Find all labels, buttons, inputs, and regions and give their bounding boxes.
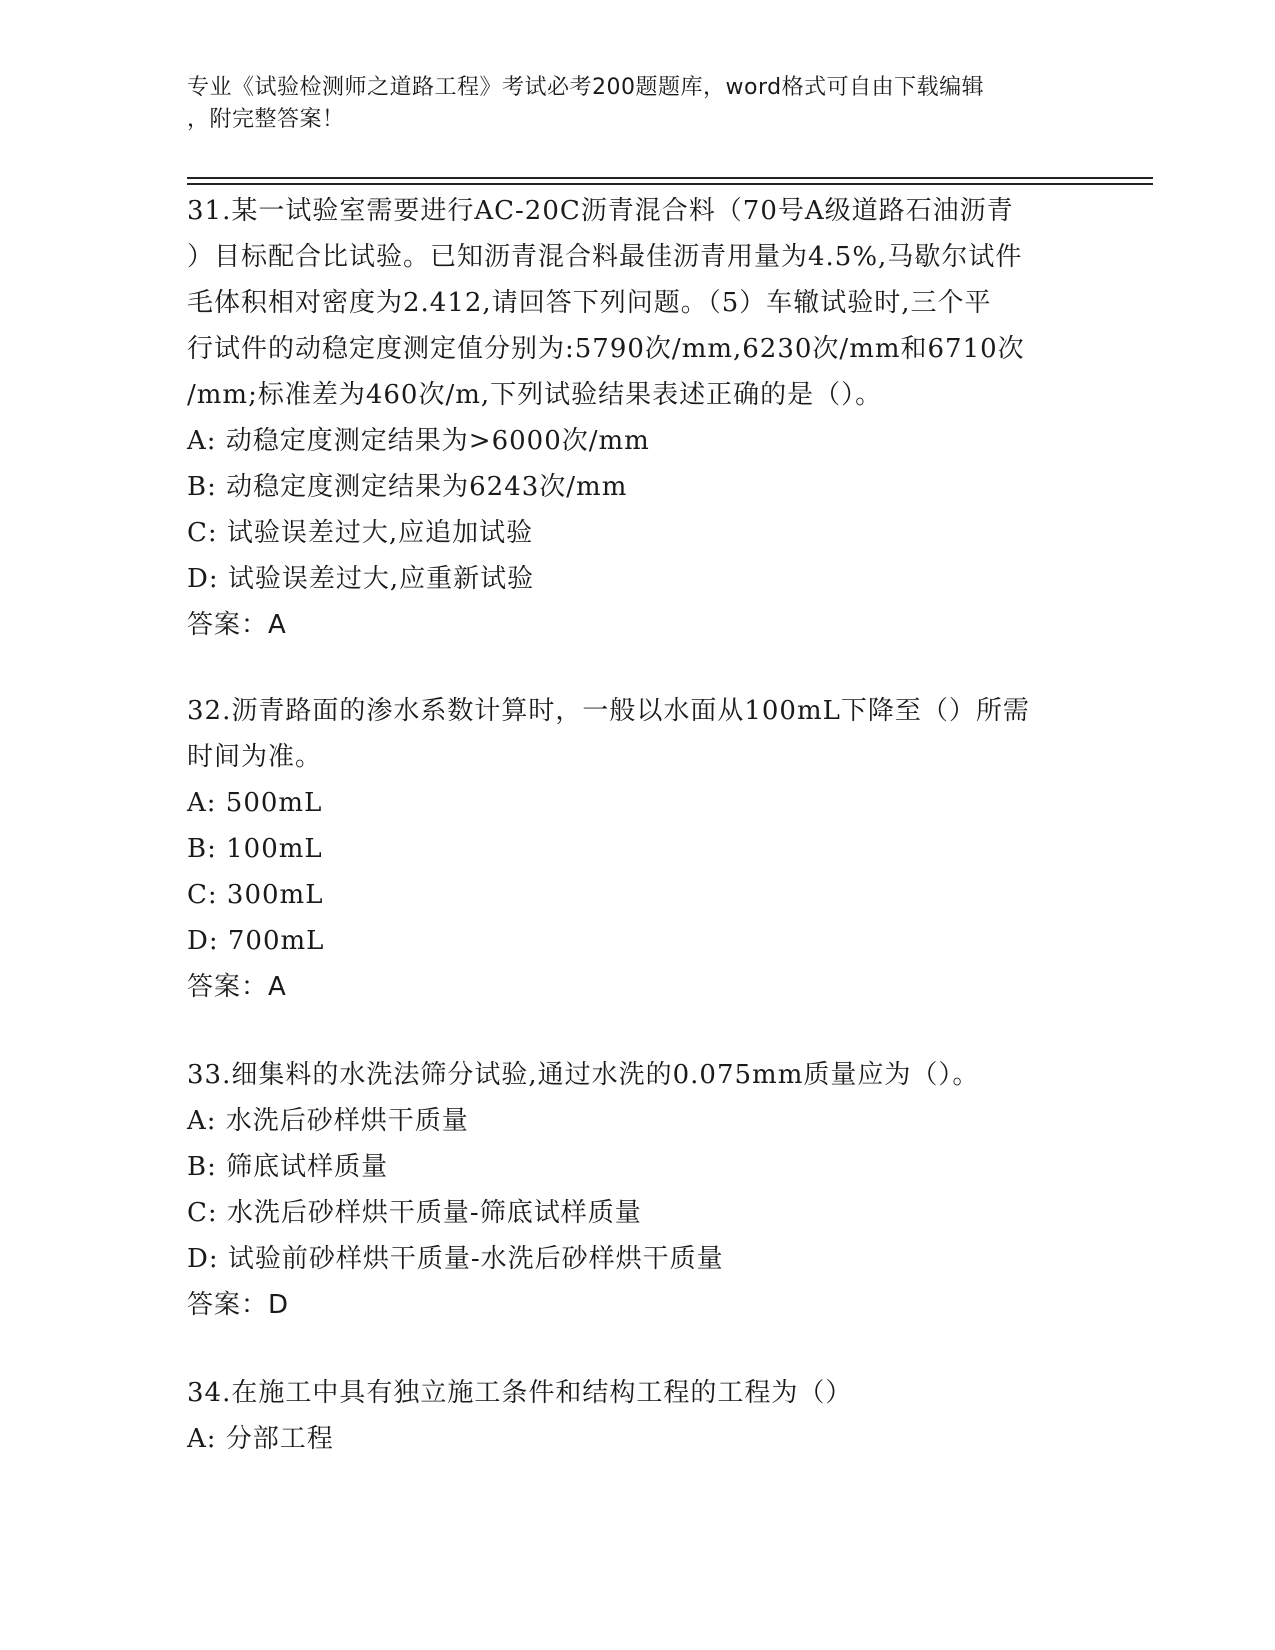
option-c: C: 300mL [187,880,324,910]
question-text-line: 32.沥青路面的渗水系数计算时，一般以水面从100mL下降至（）所需 [187,696,1030,726]
option-c: C: 试验误差过大,应追加试验 [187,518,534,548]
question-text-line: 时间为准。 [187,742,323,772]
option-b: B: 动稳定度测定结果为6243次/mm [187,472,628,502]
header-subtitle-line: ，附完整答案！ [187,107,345,132]
question-text-line: ）目标配合比试验。已知沥青混合料最佳沥青用量为4.5%,马歇尔试件 [187,242,1023,272]
question-text-line: 33.细集料的水洗法筛分试验,通过水洗的0.075mm质量应为（）。 [187,1060,980,1090]
option-b: B: 100mL [187,834,323,864]
option-d: D: 试验前砂样烘干质量-水洗后砂样烘干质量 [187,1244,724,1274]
question-33 [187,1052,1087,1328]
option-c: C: 水洗后砂样烘干质量-筛底试样质量 [187,1198,642,1228]
option-d: D: 试验误差过大,应重新试验 [187,564,535,594]
header-divider-bottom [187,183,1153,185]
question-text-line: 34.在施工中具有独立施工条件和结构工程的工程为（） [187,1378,853,1408]
answer-label: 答案：D [187,1290,290,1320]
option-a: A: 动稳定度测定结果为>6000次/mm [187,426,650,456]
question-text-line: /mm;标准差为460次/m,下列试验结果表述正确的是（）。 [187,380,883,410]
question-text-line: 毛体积相对密度为2.412,请回答下列问题。（5）车辙试验时,三个平 [187,288,992,318]
option-a: A: 500mL [187,788,323,818]
option-d: D: 700mL [187,926,325,956]
document-header [187,72,1067,136]
option-a: A: 分部工程 [187,1424,334,1454]
question-text-line: 31.某一试验室需要进行AC-20C沥青混合料（70号A级道路石油沥青 [187,196,1014,226]
answer-label: 答案：A [187,972,287,1002]
header-title-line: 专业《试验检测师之道路工程》考试必考200题题库，word格式可自由下载编辑 [187,75,985,100]
question-32 [187,688,1087,1010]
question-34 [187,1370,1087,1462]
option-a: A: 水洗后砂样烘干质量 [187,1106,469,1136]
answer-label: 答案：A [187,610,287,640]
question-text-line: 行试件的动稳定度测定值分别为:5790次/mm,6230次/mm和6710次 [187,334,1025,364]
header-divider-top [187,177,1153,179]
option-b: B: 筛底试样质量 [187,1152,389,1182]
question-31 [187,188,1087,648]
